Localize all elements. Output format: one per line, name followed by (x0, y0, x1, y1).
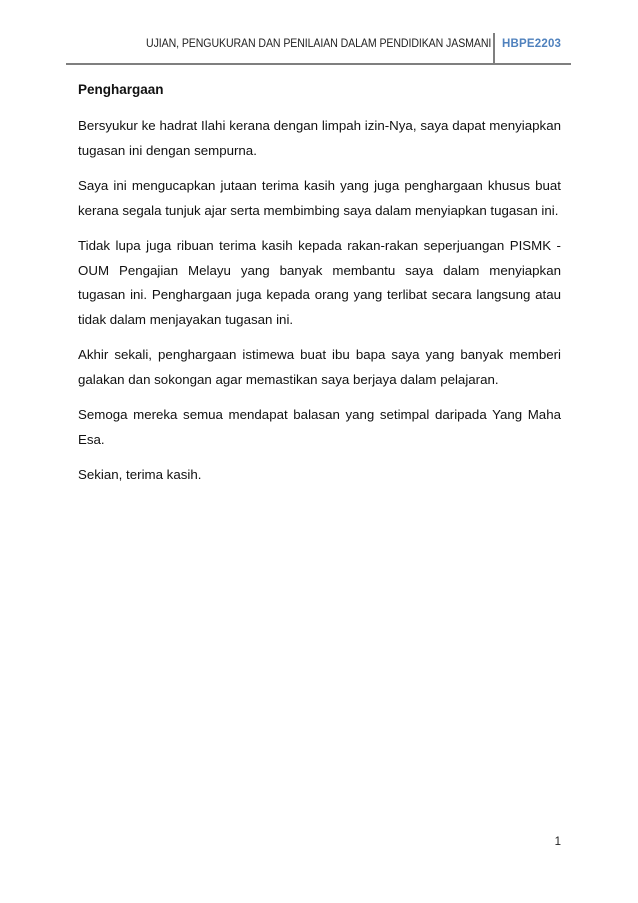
paragraph-3: Tidak lupa juga ribuan terima kasih kepada rakan-rakan seperjuangan PISMK -OUM Pengajian Melayu yang banyak membantu saya dalam menyiapkan tugasan ini. Penghargaan juga kepada orang yang terlibat secara langsung atau tidak dalam menjayakan tugasan ini. (78, 238, 561, 327)
page-header (0, 0, 638, 66)
paragraph-1: Bersyukur ke hadrat Ilahi kerana dengan limpah izin-Nya, saya dapat menyiapkan tugasan ini dengan sempurna. (78, 118, 561, 158)
page-number: 1 (554, 836, 561, 848)
header-rule (66, 63, 571, 65)
section-heading: Penghargaan (78, 82, 164, 97)
document-body (78, 80, 561, 499)
paragraph-2: Saya ini mengucapkan jutaan terima kasih yang juga penghargaan khusus buat kerana segala tunjuk ajar serta membimbing saya dalam menyiapkan tugasan ini. (78, 178, 561, 218)
header-course-title: UJIAN, PENGUKURAN DAN PENILAIAN DALAM PENDIDIKAN JASMANI (145, 38, 491, 50)
header-divider (493, 33, 495, 64)
paragraph-4: Akhir sekali, penghargaan istimewa buat ibu bapa saya yang banyak memberi galakan dan sokongan agar memastikan saya berjaya dalam pelajaran. (78, 347, 561, 387)
header-course-code: HBPE2203 (502, 38, 562, 50)
paragraph-5: Semoga mereka semua mendapat balasan yang setimpal daripada Yang Maha Esa. (78, 407, 561, 447)
paragraph-6: Sekian, terima kasih. (78, 467, 202, 482)
